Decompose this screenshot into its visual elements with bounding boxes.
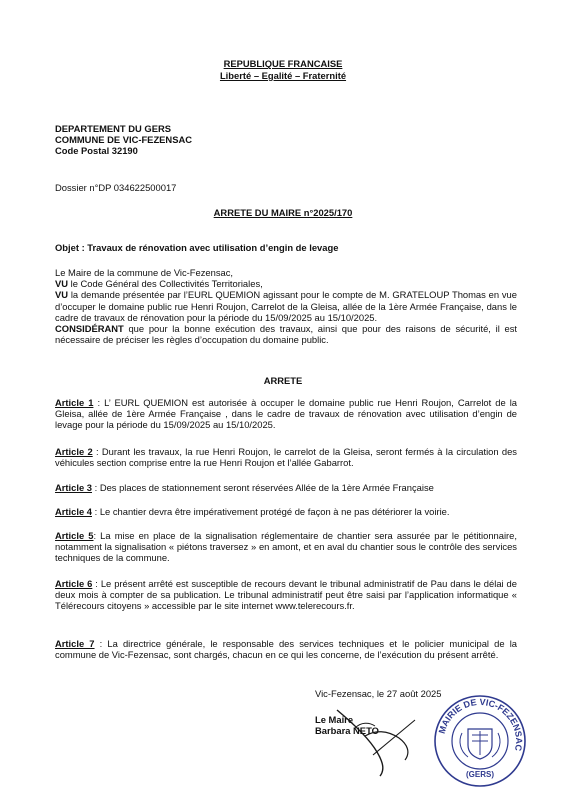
place-and-date: Vic-Fezensac, le 27 août 2025 <box>315 688 442 699</box>
article-label: Article 1 <box>55 397 94 408</box>
municipal-stamp <box>432 693 528 789</box>
article-1 <box>55 397 517 431</box>
article-7 <box>55 638 517 660</box>
republic-heading: REPUBLIQUE FRANCAISE <box>223 58 343 69</box>
article-3 <box>55 482 517 493</box>
considerant-label: CONSIDÉRANT <box>55 323 124 335</box>
article-label: Article 5 <box>55 530 94 541</box>
article-label: Article 3 <box>55 482 92 493</box>
article-text: : Le présent arrêté est susceptible de recours devant le tribunal administratif de Pau dans le délai de deux mois à compter de sa publication. Le tribunal administratif peut être saisi par l’application informatique « Télérecours citoyens » accessible par le site internet www.telerecours.fr. <box>55 578 517 612</box>
article-text: : La mise en place de la signalisation réglementaire de chantier sera assurée par le pétitionnaire, notamment la signalisation « piétons traversez » en amont, et en aval du chantier sous le contrôle des services techniques de la commune. <box>55 530 517 564</box>
stamp-ring-text: MAIRIE DE VIC-FEZENSAC <box>436 696 525 752</box>
vu-label: VU <box>55 289 69 301</box>
republic-motto: Liberté – Egalité – Fraternité <box>219 70 347 81</box>
vu-label: VU <box>55 278 69 290</box>
mayor-title: Le Maire <box>315 714 354 725</box>
handwritten-signature <box>325 700 430 780</box>
preamble-vu-code <box>55 278 517 289</box>
decree-object: Objet : Travaux de rénovation avec utilisation d’engin de levage <box>55 242 339 253</box>
article-text: : La directrice générale, le responsable des services techniques et le policier municipal de la commune de Vic-Fezensac, sont chargés, chacun en ce qui les concerne, de l’exécution du présent arrêté. <box>55 638 517 661</box>
article-5 <box>55 530 517 564</box>
preamble-mayor-line: Le Maire de la commune de Vic-Fezensac, <box>55 267 234 278</box>
preamble-vu-request <box>55 289 517 323</box>
vu-request-text: la demande présentée par l’EURL QUEMION agissant pour le compte de M. GRATELOUP Thomas en vue d’occuper le domaine public rue Henri Roujon, Carrelot de la Gleisa, allée de la 1ère Armée Française, dans le cadre de travaux de rénovation pour la période du 15/09/2025 au 15/10/2025. <box>55 289 517 323</box>
article-label: Article 6 <box>55 578 93 589</box>
article-label: Article 7 <box>55 638 95 649</box>
postal-code-line: Code Postal 32190 <box>55 145 138 156</box>
mayor-name: Barbara NETO <box>315 725 379 736</box>
stamp-seal-icon <box>432 693 528 789</box>
article-text: : Des places de stationnement seront réservées Allée de la 1ère Armée Française <box>92 482 434 493</box>
article-text: : L’ EURL QUEMION est autorisée à occuper le domaine public rue Henri Roujon, Carrelot de la Gleisa, allée de 1ère Armée Française , dans le cadre de travaux de rénovation avec utilisation d’engin de levage pour la période du 15/09/2025 au 15/10/2025. <box>55 397 517 431</box>
decree-title: ARRETE DU MAIRE n°2025/170 <box>213 207 353 218</box>
vu-code-text: le Code Général des Collectivités Territoriales, <box>68 278 263 290</box>
dossier-number: Dossier n°DP 034622500017 <box>55 182 177 193</box>
stamp-bottom-text: (GERS) <box>466 770 494 779</box>
preamble-considerant <box>55 323 517 345</box>
commune-line: COMMUNE DE VIC-FEZENSAC <box>55 134 192 145</box>
arrete-heading: ARRETE <box>263 375 303 386</box>
considerant-text: que pour la bonne exécution des travaux, ainsi que pour des raisons de sécurité, il est nécessaire de préciser les règles d’occupation du domaine public. <box>55 323 517 346</box>
article-text: : Durant les travaux, la rue Henri Roujon, le carrelot de la Gleisa, seront fermés à la circulation des véhicules section comprise entre la rue Henri Roujon et l’allée Gabarrot. <box>55 446 517 469</box>
article-label: Article 2 <box>55 446 93 457</box>
article-6 <box>55 578 517 612</box>
article-text: : Le chantier devra être impérativement protégé de façon à ne pas détériorer la voirie. <box>92 506 450 517</box>
department-line: DEPARTEMENT DU GERS <box>55 123 171 134</box>
article-label: Article 4 <box>55 506 92 517</box>
preamble <box>55 267 517 345</box>
article-2 <box>55 446 517 468</box>
article-4 <box>55 506 517 517</box>
